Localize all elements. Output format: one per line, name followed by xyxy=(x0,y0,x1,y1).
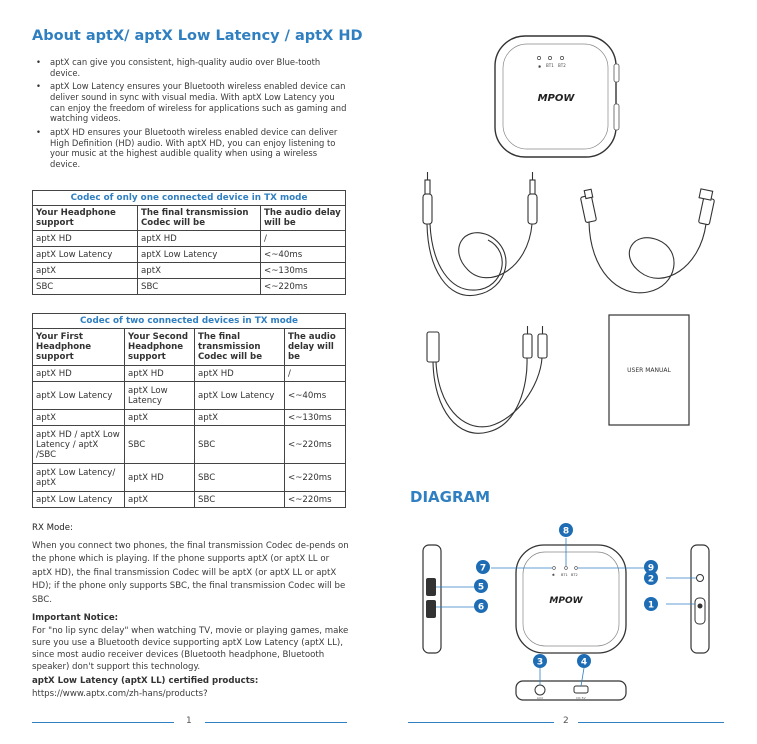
table-header: The final transmission Codec will be xyxy=(195,329,285,366)
footer-divider xyxy=(205,722,347,723)
table-header: Your Second Headphone support xyxy=(125,329,195,366)
table-cell: aptX xyxy=(195,410,285,426)
table-cell: aptX xyxy=(125,492,195,508)
diagram-title: DIAGRAM xyxy=(410,488,491,506)
device-right-side-view xyxy=(666,545,709,653)
diagram-brand-logo: MPOW xyxy=(549,596,583,606)
device-diagram-top xyxy=(491,538,644,653)
table-row xyxy=(33,366,346,382)
svg-text:1: 1 xyxy=(647,600,655,611)
callout-3 xyxy=(533,654,547,668)
notice-text: For "no lip sync delay" when watching TV, movie or playing games, make sure you use a Bluetooth device supporting aptX Low Latency (aptX LL), since most audio receiver devices (Bluetooth headphone, Bluetooth speaker) don't support this technology. xyxy=(32,626,349,672)
table-cell: aptX Low Latency xyxy=(33,492,125,508)
svg-text:2: 2 xyxy=(647,574,655,585)
page-left xyxy=(0,0,378,744)
table-cell: aptX Low Latency xyxy=(125,382,195,410)
table-cell: <~220ms xyxy=(285,464,346,492)
led-label: BT2 xyxy=(571,573,578,577)
codec-table-one-device xyxy=(32,190,346,295)
table-cell: aptX xyxy=(138,263,261,279)
rca-cable xyxy=(427,326,547,433)
table-cell: aptX HD xyxy=(125,464,195,492)
table-cell: SBC xyxy=(195,492,285,508)
notice-heading: Important Notice: xyxy=(32,613,119,623)
led-label: BT2 xyxy=(558,63,566,68)
certified-heading: aptX Low Latency (aptX LL) certified products: xyxy=(32,676,259,686)
device-left-side-view xyxy=(423,545,474,653)
svg-text:4: 4 xyxy=(580,657,588,668)
table-cell: <~220ms xyxy=(285,492,346,508)
table-cell: aptX Low Latency xyxy=(33,247,138,263)
table-row xyxy=(33,382,346,410)
table-cell: SBC xyxy=(195,426,285,464)
callout-1 xyxy=(644,597,658,611)
svg-text:6: 6 xyxy=(477,602,485,613)
rx-heading: RX Mode: xyxy=(32,523,73,533)
table-cell: SBC xyxy=(195,464,285,492)
callout-7 xyxy=(476,560,490,574)
usb-cable xyxy=(580,189,714,293)
table-cell: aptX Low Latency xyxy=(33,382,125,410)
table-cell: aptX xyxy=(33,263,138,279)
table-caption: Codec of two connected devices in TX mode xyxy=(33,314,346,329)
footer-divider xyxy=(578,722,724,723)
certified-url[interactable]: https://www.aptx.com/zh-hans/products? xyxy=(32,689,208,699)
table-row xyxy=(33,247,346,263)
page-number: 1 xyxy=(186,716,192,726)
bullet-item: • aptX Low Latency ensures your Bluetooth wireless enabled device can deliver sound in sync with visual media. With aptX Low Latency you can enjoy the freedom of wireless for applications such as gaming and watching videos. xyxy=(36,81,348,124)
table-cell: aptX Low Latency xyxy=(138,247,261,263)
table-cell: aptX xyxy=(33,410,125,426)
table-cell: / xyxy=(285,366,346,382)
codec-table-two-devices xyxy=(32,313,346,508)
table-header: The final transmission Codec will be xyxy=(138,206,261,231)
table-row xyxy=(33,410,346,426)
table-cell: SBC xyxy=(33,279,138,295)
table-row xyxy=(33,492,346,508)
table-header: The audio delay will be xyxy=(285,329,346,366)
table-cell: <~130ms xyxy=(261,263,346,279)
table-cell: aptX HD xyxy=(33,366,125,382)
svg-text:3: 3 xyxy=(536,657,544,668)
svg-text:✱: ✱ xyxy=(552,573,555,577)
table-cell: / xyxy=(261,231,346,247)
table-header: Your Headphone support xyxy=(33,206,138,231)
table-row xyxy=(33,263,346,279)
table-cell: SBC xyxy=(125,426,195,464)
footer-divider xyxy=(32,722,174,723)
table-cell: aptX HD xyxy=(195,366,285,382)
table-cell: aptX Low Latency/ aptX xyxy=(33,464,125,492)
callout-9 xyxy=(644,560,658,574)
callout-5 xyxy=(474,579,488,593)
brand-logo: MPOW xyxy=(537,93,575,104)
rx-mode-section xyxy=(32,522,350,607)
table-cell: aptX HD xyxy=(138,231,261,247)
table-cell: aptX HD xyxy=(125,366,195,382)
led-label: BT1 xyxy=(561,573,568,577)
callout-4 xyxy=(577,654,591,668)
table-cell: <~220ms xyxy=(261,279,346,295)
led-label: BT1 xyxy=(546,63,554,68)
page-number: 2 xyxy=(563,716,569,726)
user-manual xyxy=(609,315,689,425)
section-title: About aptX/ aptX Low Latency / aptX HD xyxy=(32,28,363,44)
table-cell: <~130ms xyxy=(285,410,346,426)
svg-text:✱: ✱ xyxy=(538,64,542,69)
svg-text:5: 5 xyxy=(477,582,485,593)
table-cell: aptX HD xyxy=(33,231,138,247)
table-header: The audio delay will be xyxy=(261,206,346,231)
footer-divider xyxy=(408,722,554,723)
device-top-view xyxy=(495,36,619,157)
port-label: DC 5V xyxy=(576,696,586,700)
table-cell: <~220ms xyxy=(285,426,346,464)
table-caption: Codec of only one connected device in TX mode xyxy=(33,191,346,206)
bullet-item: • aptX HD ensures your Bluetooth wireless enabled device can deliver High Definition (HD) audio. With aptX HD, you can enjoy listening to your music at the highest audible quality when using a wireless device. xyxy=(36,127,348,170)
table-row xyxy=(33,426,346,464)
table-cell: aptX HD / aptX Low Latency / aptX /SBC xyxy=(33,426,125,464)
table-cell: aptX xyxy=(125,410,195,426)
svg-text:8: 8 xyxy=(562,526,570,537)
table-header: Your First Headphone support xyxy=(33,329,125,366)
certified-section xyxy=(32,675,350,701)
notice-section xyxy=(32,612,350,673)
table-row xyxy=(33,279,346,295)
page-right xyxy=(378,0,757,744)
table-cell: aptX Low Latency xyxy=(195,382,285,410)
device-bottom-view xyxy=(516,668,626,700)
port-label: AUX xyxy=(536,696,544,700)
bullet-item: • aptX can give you consistent, high-quality audio over Blue-tooth device. xyxy=(36,57,348,79)
table-row xyxy=(33,231,346,247)
table-cell: <~40ms xyxy=(261,247,346,263)
aptx-bullet-list xyxy=(36,57,348,172)
accessories-illustration xyxy=(378,0,757,744)
rx-text: When you connect two phones, the final transmission Codec de-pends on the phone which is playing. If the phone supports aptX (or aptX LL or aptX HD), the final transmission Codec will be aptX (or aptX LL or aptX HD); if the phone only supports SBC, the final transmission Codec will be SBC. xyxy=(32,540,349,605)
table-cell: <~40ms xyxy=(285,382,346,410)
manual-label: USER MANUAL xyxy=(627,367,671,374)
svg-text:9: 9 xyxy=(647,563,655,574)
callout-8 xyxy=(559,523,573,537)
svg-text:7: 7 xyxy=(479,563,487,574)
callout-6 xyxy=(474,599,488,613)
table-row xyxy=(33,464,346,492)
table-cell: SBC xyxy=(138,279,261,295)
aux-cable xyxy=(423,172,537,296)
